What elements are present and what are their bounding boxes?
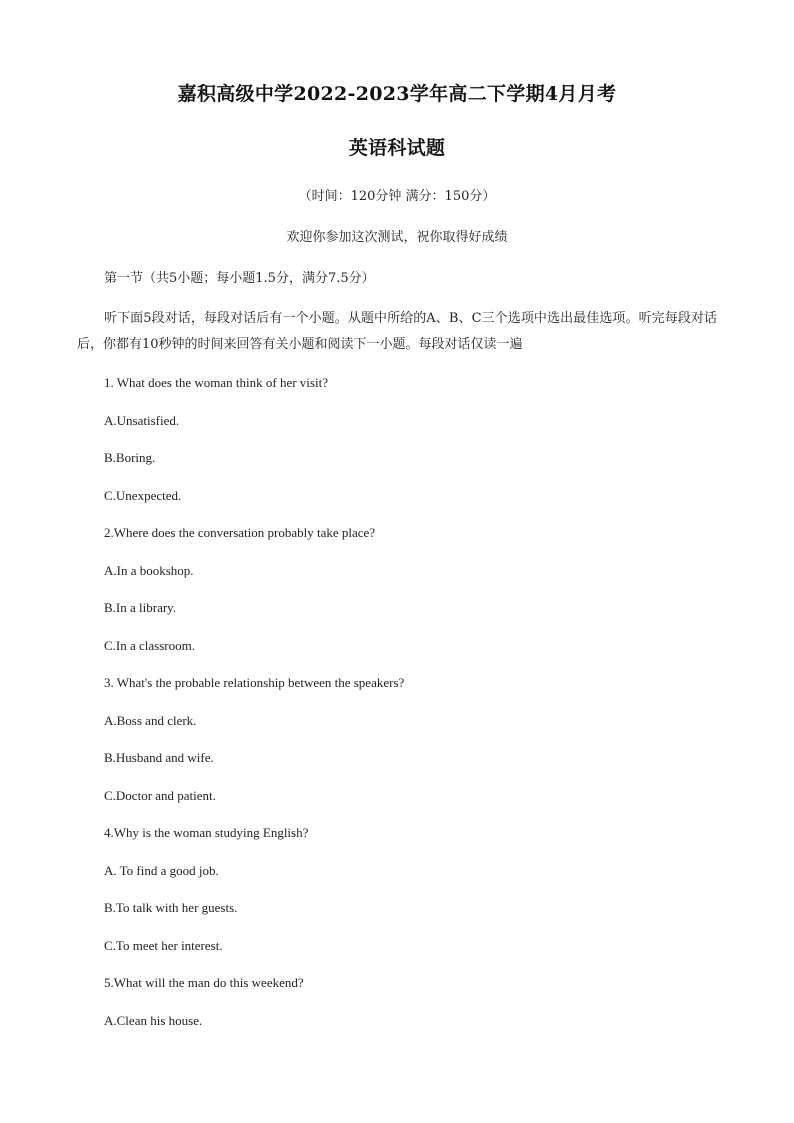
exam-title: 嘉积高级中学2022-2023学年高二下学期4月月考: [177, 83, 617, 105]
welcome-message: 欢迎你参加这次测试，祝你取得好成绩: [286, 230, 508, 245]
question-5: 5.What will the man do this weekend?: [104, 975, 304, 990]
section-heading: 第一节（共5小题；每小题1.5分，满分7.5分）: [104, 271, 375, 286]
question-1: 1. What does the woman think of her visit?: [104, 375, 328, 390]
question-2-option-b: B.In a library.: [104, 600, 177, 615]
question-4-option-a: A. To find a good job.: [104, 863, 219, 878]
section-instructions: 听下面5段对话，每段对话后有一个小题。从题中所给的A、B、C三个选项中选出最佳选项。听完每段对话后，你都有10秒钟的时间来回答有关小题和阅读下一小题。每段对话仅读一遍: [77, 311, 717, 352]
question-2-option-a: A.In a bookshop.: [104, 563, 194, 578]
question-2-option-c: C.In a classroom.: [104, 638, 195, 653]
question-2: 2.Where does the conversation probably take place?: [104, 525, 376, 540]
question-4-option-c: C.To meet her interest.: [104, 938, 223, 953]
question-4: 4.Why is the woman studying English?: [104, 825, 309, 840]
question-3-option-b: B.Husband and wife.: [104, 750, 214, 765]
question-4-option-b: B.To talk with her guests.: [104, 900, 238, 915]
question-1-option-c: C.Unexpected.: [104, 488, 182, 503]
question-1-option-b: B.Boring.: [104, 450, 156, 465]
question-3-option-c: C.Doctor and patient.: [104, 788, 216, 803]
question-1-option-a: A.Unsatisfied.: [104, 413, 180, 428]
exam-subject-title: 英语科试题: [348, 137, 446, 159]
exam-time-score-info: （时间：120分钟 满分：150分）: [298, 189, 496, 204]
question-3: 3. What's the probable relationship between the speakers?: [104, 675, 405, 690]
question-5-option-a: A.Clean his house.: [104, 1013, 203, 1028]
question-3-option-a: A.Boss and clerk.: [104, 713, 197, 728]
